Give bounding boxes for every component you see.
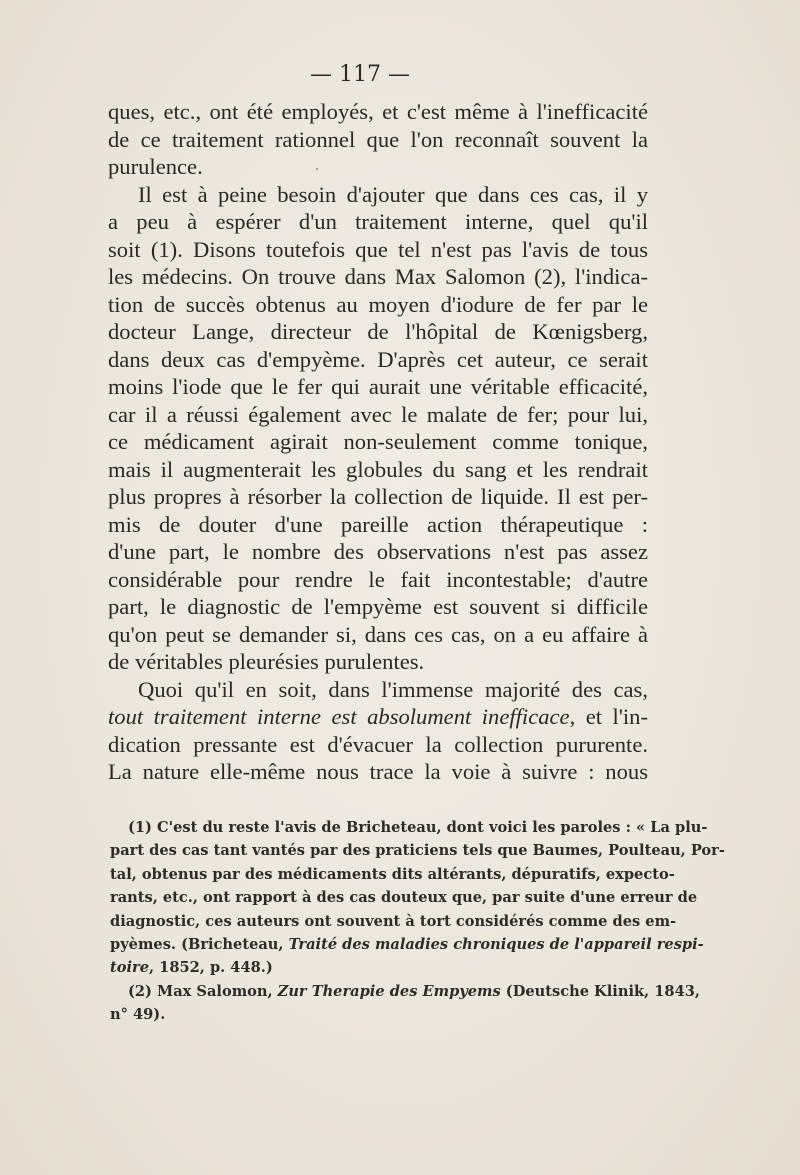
book-title: toire <box>110 959 149 977</box>
footnote-line: tal, obtenus par des médicaments dits altérants, dépuratifs, expecto- <box>110 865 675 883</box>
text-line: mais il augmenterait les globules du sang et les rendrait <box>108 456 648 482</box>
text-line: mis de douter d'une pareille action thérapeutique : <box>108 511 648 537</box>
footnote-line: (1) C'est du reste l'avis de Bricheteau, dont voici les paroles : « La plu- <box>128 819 708 836</box>
text-line: ce médicament agirait non-seulement comme tonique, <box>108 429 648 454</box>
book-title: Zur Therapie des Empyems <box>277 982 501 1000</box>
footnote-line <box>110 956 642 979</box>
footnote-line <box>110 980 700 1003</box>
footnote-line: n° 49). <box>110 1006 166 1024</box>
footnote-line: diagnostic, ces auteurs ont souvent à tort considérés comme des em- <box>110 912 677 930</box>
text-line: part, le diagnostic de l'empyème est souvent si difficile <box>108 594 648 619</box>
text-line: de ce traitement rationnel que l'on reconnaît souvent la <box>108 126 648 152</box>
text-line: car il a réussi également avec le malate de fer; pour lui, <box>108 401 648 427</box>
text-line: purulence. <box>108 154 203 179</box>
text-segment: pyèmes. (Bricheteau, <box>110 935 289 953</box>
page-number: — 117 — <box>310 62 410 87</box>
text-line: considérable pour rendre le fait incontestable; d'autre <box>108 566 648 592</box>
text-segment: , et l'in- <box>569 704 648 729</box>
footnote-line <box>110 933 704 956</box>
text-line: docteur Lange, directeur de l'hôpital de Kœnigsberg, <box>108 319 648 344</box>
text-line: de véritables pleurésies purulentes. <box>108 649 425 674</box>
text-line: dans deux cas d'empyème. D'après cet auteur, ce serait <box>108 346 648 372</box>
footnotes <box>110 816 725 1027</box>
text-line: La nature elle-même nous trace la voie à suivre : nous <box>108 759 648 784</box>
text-line: dication pressante est d'évacuer la collection pururente. <box>108 731 648 757</box>
text-line: moins l'iode que le fer qui aurait une véritable efficacité, <box>108 374 648 399</box>
text-line: ques, etc., ont été employés, et c'est même à l'inefficacité <box>108 99 648 124</box>
text-line: Quoi qu'il en soit, dans l'immense majorité des cas, <box>138 676 648 702</box>
footnote-line: part des cas tant vantés par des praticiens tels que Baumes, Poulteau, Por- <box>110 842 725 860</box>
text-line-emphasis <box>108 703 648 731</box>
text-segment: (2) Max Salomon, <box>128 982 278 1000</box>
text-line: a peu à espérer d'un traitement interne, quel qu'il <box>108 209 648 234</box>
main-text <box>108 98 648 786</box>
book-title: Traité des maladies chroniques de l'appareil respi- <box>288 935 704 953</box>
text-line: plus propres à résorber la collection de liquide. Il est per- <box>108 484 648 509</box>
footnote-line: rants, etc., ont rapport à des cas douteux que, par suite d'une erreur de <box>110 889 698 907</box>
text-line: tion de succès obtenus au moyen d'iodure de fer par le <box>108 291 648 317</box>
text-line: soit (1). Disons toutefois que tel n'est pas l'avis de tous <box>108 236 648 262</box>
text-line: Il est à peine besoin d'ajouter que dans ces cas, il y <box>138 181 648 207</box>
italic-emphasis: tout traitement interne est absolument inefficace <box>108 704 570 729</box>
text-segment: (Deutsche Klinik, 1843, <box>500 982 700 1000</box>
text-segment: , 1852, p. 448.) <box>149 959 273 977</box>
text-line: d'une part, le nombre des observations n'est pas assez <box>108 539 648 564</box>
text-line: les médecins. On trouve dans Max Salomon (2), l'indica- <box>108 264 648 289</box>
text-line: qu'on peut se demander si, dans ces cas, on a eu affaire à <box>108 621 648 647</box>
